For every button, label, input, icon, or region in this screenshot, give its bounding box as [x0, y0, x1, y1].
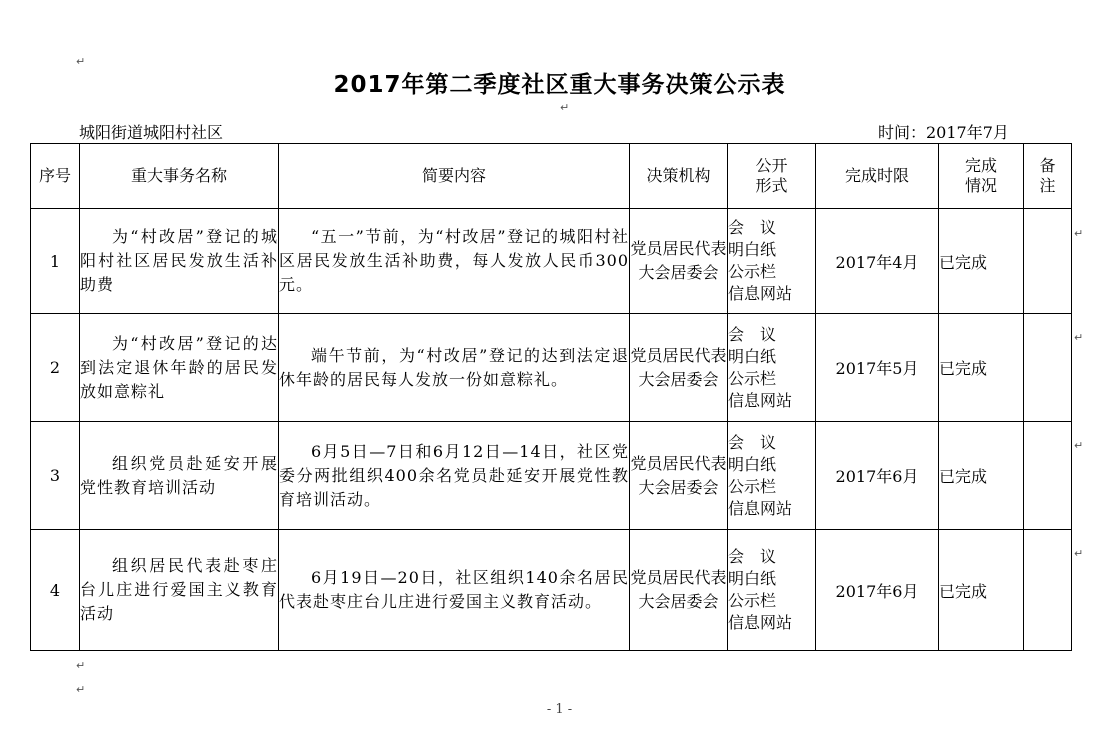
page-title: 2017年第二季度社区重大事务决策公示表 [333, 72, 786, 98]
disclosure-form [728, 422, 816, 530]
item-name: 组织党员赴延安开展党性教育培训活动 [80, 422, 279, 530]
form-item: 公示栏 [728, 591, 777, 610]
form-item: 信息网站 [728, 390, 793, 410]
page-number: - 1 - [546, 702, 573, 717]
item-content: “五一”节前，为“村改居”登记的城阳村社区居民发放生活补助费，每人发放人民币300元。 [279, 209, 630, 314]
deadline: 2017年5月 [816, 314, 939, 422]
table-row [31, 422, 1072, 530]
form-item: 公示栏 [728, 262, 777, 281]
disclosure-form [728, 530, 816, 651]
header-form: 公开形式 [728, 144, 816, 209]
item-content: 6月5日—7日和6月12日—14日，社区党委分两批组织400余名党员赴延安开展党性教育培训活动。 [279, 422, 630, 530]
table-row [31, 209, 1072, 314]
form-item: 公示栏 [728, 368, 777, 388]
header-name: 重大事务名称 [80, 144, 279, 209]
note [1024, 209, 1072, 314]
form-item: 公示栏 [728, 476, 777, 496]
header-content: 简要内容 [279, 144, 630, 209]
note [1024, 314, 1072, 422]
disclosure-form [728, 209, 816, 314]
paragraph-mark: ↵ [76, 683, 86, 696]
decision-body: 党员居民代表大会居委会 [630, 209, 728, 314]
header-status: 完成情况 [939, 144, 1024, 209]
publish-date: 时间：2017年7月 [878, 123, 1009, 142]
paragraph-mark: ↵ [76, 659, 86, 672]
paragraph-mark: ↵ [560, 101, 570, 114]
form-item: 信息网站 [728, 284, 793, 303]
row-number: 4 [31, 530, 80, 651]
header-deadline: 完成时限 [816, 144, 939, 209]
decision-body: 党员居民代表大会居委会 [630, 422, 728, 530]
paragraph-mark: ↵ [1074, 227, 1084, 240]
deadline: 2017年6月 [816, 530, 939, 651]
form-item: 会 议 [728, 218, 777, 237]
table-row [31, 530, 1072, 651]
form-item: 会 议 [728, 324, 777, 344]
item-name: 组织居民代表赴枣庄台儿庄进行爱国主义教育活动 [80, 530, 279, 651]
note [1024, 530, 1072, 651]
completion-status: 已完成 [939, 209, 1024, 314]
form-item: 明白纸 [728, 346, 777, 366]
community-name: 城阳街道城阳村社区 [79, 123, 224, 142]
header-org: 决策机构 [630, 144, 728, 209]
paragraph-mark: ↵ [1074, 439, 1084, 452]
note [1024, 422, 1072, 530]
table-header-row [31, 144, 1072, 209]
paragraph-mark: ↵ [1074, 547, 1084, 560]
row-number: 3 [31, 422, 80, 530]
form-item: 明白纸 [728, 569, 777, 588]
item-content: 端午节前，为“村改居”登记的达到法定退休年龄的居民每人发放一份如意粽礼。 [279, 314, 630, 422]
decision-table [30, 143, 1072, 651]
item-name: 为“村改居”登记的达到法定退休年龄的居民发放如意粽礼 [80, 314, 279, 422]
item-name: 为“村改居”登记的城阳村社区居民发放生活补助费 [80, 209, 279, 314]
header-seq: 序号 [31, 144, 80, 209]
row-number: 1 [31, 209, 80, 314]
paragraph-mark: ↵ [1074, 331, 1084, 344]
form-item: 信息网站 [728, 613, 793, 632]
form-item: 明白纸 [728, 454, 777, 474]
decision-body: 党员居民代表大会居委会 [630, 530, 728, 651]
deadline: 2017年6月 [816, 422, 939, 530]
disclosure-form [728, 314, 816, 422]
item-content: 6月19日—20日，社区组织140余名居民代表赴枣庄台儿庄进行爱国主义教育活动。 [279, 530, 630, 651]
decision-body: 党员居民代表大会居委会 [630, 314, 728, 422]
header-note: 备注 [1024, 144, 1072, 209]
completion-status: 已完成 [939, 422, 1024, 530]
paragraph-mark: ↵ [76, 55, 86, 68]
completion-status: 已完成 [939, 314, 1024, 422]
row-number: 2 [31, 314, 80, 422]
form-item: 会 议 [728, 547, 777, 566]
form-item: 明白纸 [728, 240, 777, 259]
deadline: 2017年4月 [816, 209, 939, 314]
table-row [31, 314, 1072, 422]
form-item: 会 议 [728, 432, 777, 452]
completion-status: 已完成 [939, 530, 1024, 651]
form-item: 信息网站 [728, 498, 793, 518]
